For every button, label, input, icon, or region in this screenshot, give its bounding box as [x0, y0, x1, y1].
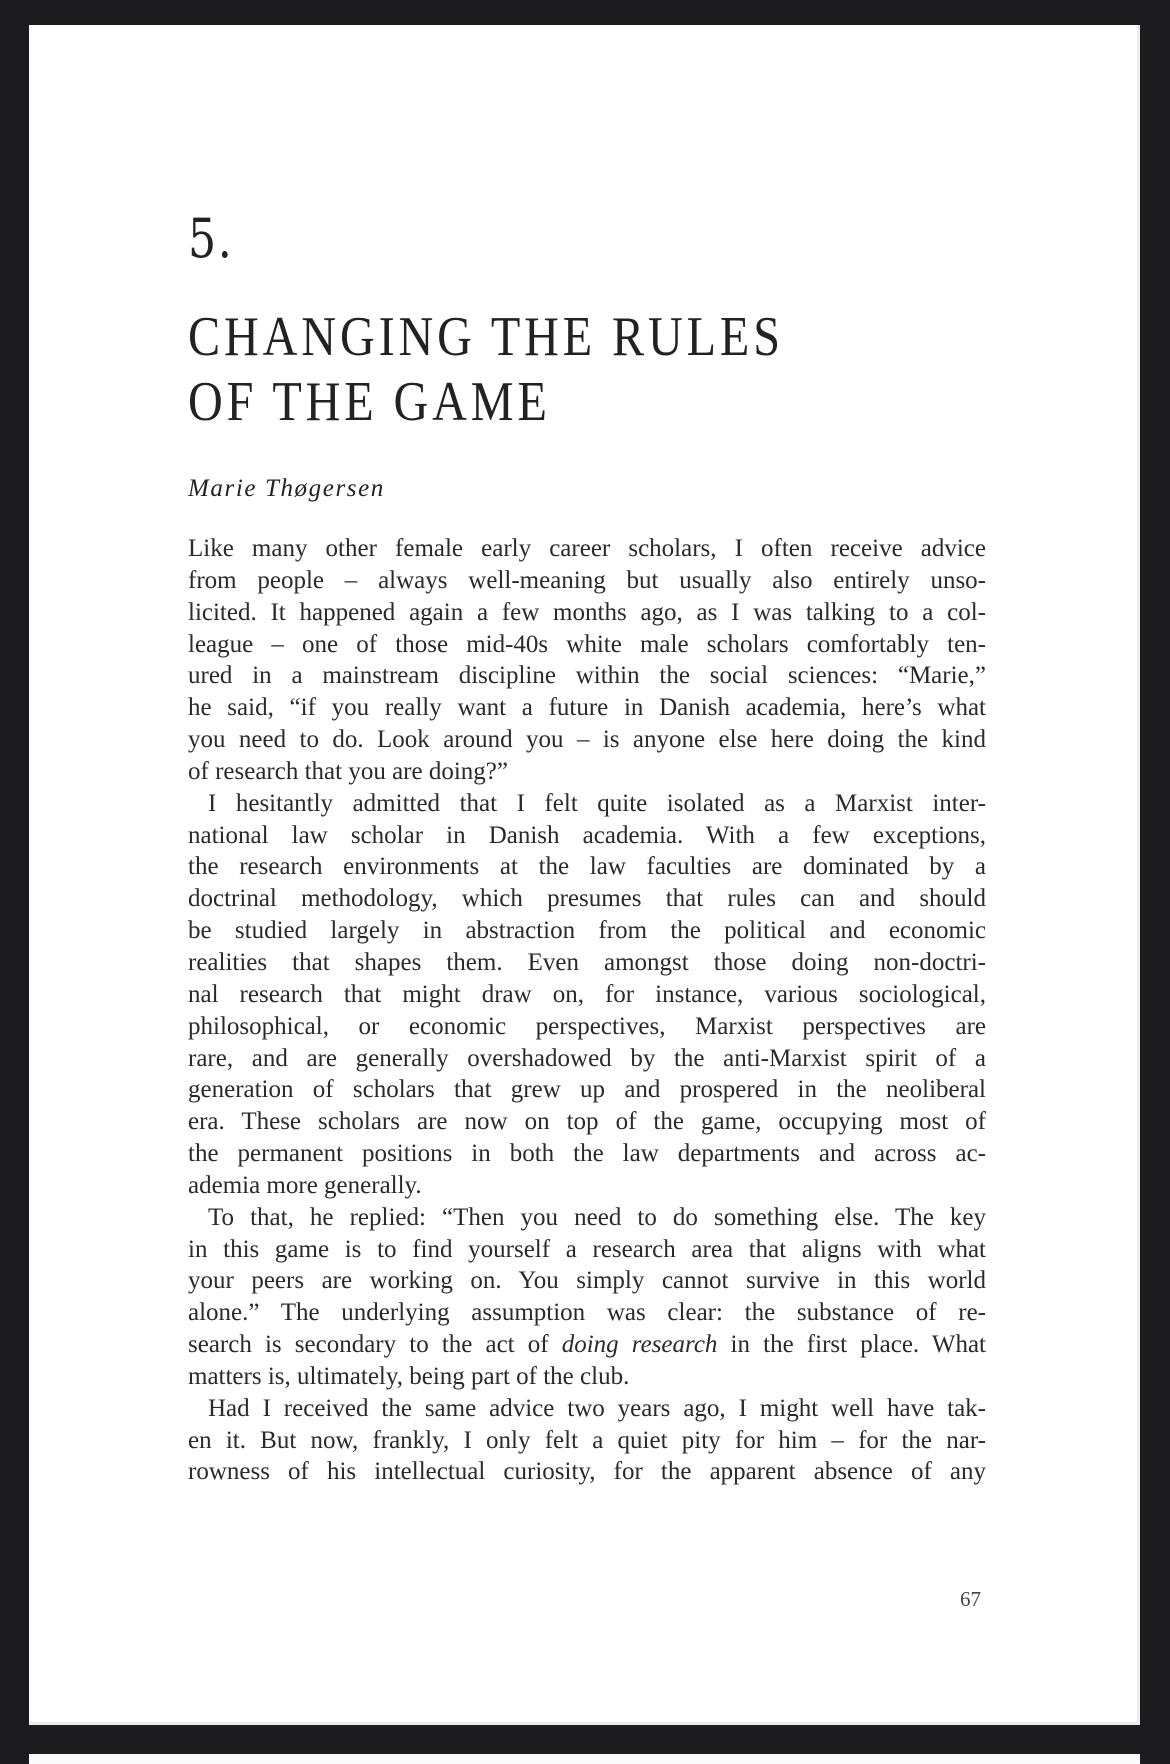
- text-line: nal research that might draw on, for instance, various sociological,: [188, 980, 986, 1008]
- text-line: your peers are working on. You simply cannot survive in this world: [188, 1267, 986, 1295]
- text-segment: search is secondary to the act of: [188, 1331, 562, 1359]
- text-line: national law scholar in Danish academia. With a few exceptions,: [188, 821, 986, 849]
- text-line: realities that shapes them. Even amongst those doing non-doctri-: [188, 948, 986, 976]
- text-line: en it. But now, frankly, I only felt a quiet pity for him – for the nar-: [188, 1426, 986, 1454]
- text-line: To that, he replied: “Then you need to do something else. The key: [208, 1203, 986, 1231]
- text-line: he said, “if you really want a future in Danish academia, here’s what: [188, 694, 986, 722]
- text-line: the research environments at the law faculties are dominated by a: [188, 853, 986, 881]
- text-line: league – one of those mid-40s white male scholars comfortably ten-: [188, 630, 986, 658]
- book-page: [29, 25, 1140, 1725]
- page-number: 67: [960, 1587, 981, 1611]
- text-line: be studied largely in abstraction from the political and economic: [188, 917, 986, 945]
- chapter-number: 5.: [188, 207, 234, 270]
- chapter-title-line-1: CHANGING THE RULES: [188, 306, 784, 368]
- text-line: rowness of his intellectual curiosity, for the apparent absence of any: [188, 1458, 986, 1486]
- text-line: era. These scholars are now on top of the game, occupying most of: [188, 1108, 986, 1136]
- text-line: you need to do. Look around you – is anyone else here doing the kind: [188, 726, 986, 754]
- text-line: [188, 1329, 986, 1361]
- text-line: ademia more generally.: [188, 1171, 422, 1199]
- text-line: the permanent positions in both the law departments and across ac-: [188, 1140, 986, 1168]
- text-segment: in the first place. What: [717, 1331, 986, 1359]
- text-line: in this game is to find yourself a research area that aligns with what: [188, 1235, 986, 1263]
- text-line: from people – always well-meaning but usually also entirely unso-: [188, 566, 986, 594]
- text-line: doctrinal methodology, which presumes that rules can and should: [188, 885, 986, 913]
- chapter-title-line-2: OF THE GAME: [188, 371, 551, 433]
- text-line: Had I received the same advice two years ago, I might well have tak-: [208, 1394, 986, 1422]
- chapter-author: Marie Thøgersen: [188, 475, 385, 502]
- text-line: rare, and are generally overshadowed by the anti-Marxist spirit of a: [188, 1044, 986, 1072]
- text-line: generation of scholars that grew up and prospered in the neoliberal: [188, 1076, 986, 1104]
- text-line: ured in a mainstream discipline within the social sciences: “Marie,”: [188, 662, 986, 690]
- text-line: Like many other female early career scholars, I often receive advice: [188, 535, 986, 562]
- text-line: licited. It happened again a few months ago, as I was talking to a col-: [188, 598, 986, 626]
- text-line: philosophical, or economic perspectives, Marxist perspectives are: [188, 1012, 986, 1040]
- text-line: matters is, ultimately, being part of the club.: [188, 1362, 630, 1390]
- chapter-title: [188, 305, 784, 435]
- next-page-edge: [29, 1754, 1140, 1764]
- text-line: I hesitantly admitted that I felt quite isolated as a Marxist inter-: [208, 789, 986, 817]
- text-line: of research that you are doing?”: [188, 757, 508, 785]
- text-line: alone.” The underlying assumption was clear: the substance of re-: [188, 1299, 986, 1327]
- body-text: [188, 533, 986, 1488]
- emphasized-text: doing research: [561, 1331, 718, 1359]
